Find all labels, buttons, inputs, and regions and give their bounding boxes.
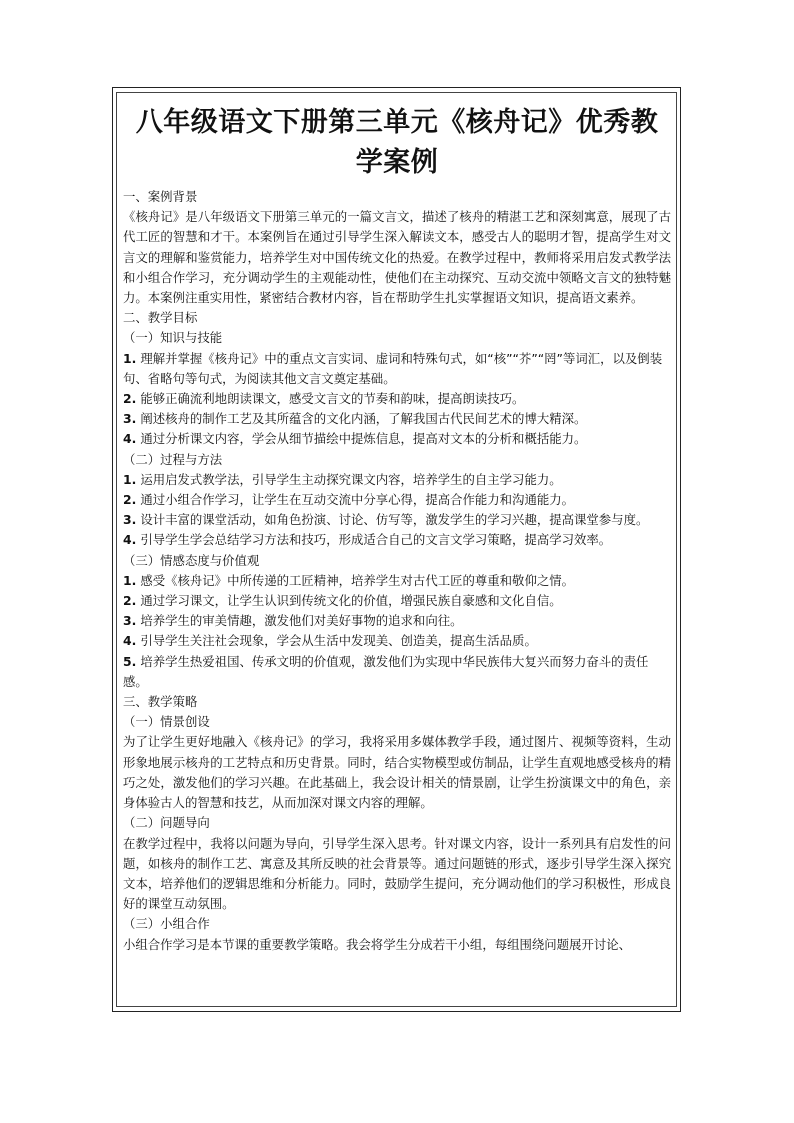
list-item: 4. 通过分析课文内容，学会从细节描绘中提炼信息，提高对文本的分析和概括能力。 (123, 431, 587, 447)
scene-paragraph: 为了让学生更好地融入《核舟记》的学习，我将采用多媒体教学手段，通过图片、视频等资料，生动形象地展示核舟的工艺特点和历史背景。同时，结合实物模型或仿制品，让学生直观地感受核舟的精巧之处，激发他们的学习兴趣。在此基础上，我会设计相关的情景剧，让学生扮演课文中的角色，亲身体验古人的智慧和技艺，从而加深对课文内容的理解。 (123, 734, 671, 811)
list-item: 5. 培养学生热爱祖国、传承文明的价值观，激发他们为实现中华民族伟大复兴而努力奋斗的责任感。 (123, 653, 649, 689)
subheading-group: （三）小组合作 (123, 916, 210, 932)
section-heading-background: 一、案例背景 (123, 189, 198, 204)
subheading-question: （二）问题导向 (123, 815, 210, 831)
group-paragraph: 小组合作学习是本节课的重要教学策略。我会将学生分成若干小组，每组围绕问题展开讨论、 (123, 936, 632, 952)
section-heading-goals: 二、教学目标 (123, 310, 198, 326)
list-item: 1. 感受《核舟记》中所传递的工匠精神，培养学生对古代工匠的尊重和敬仰之情。 (123, 572, 575, 588)
list-item: 1. 运用启发式教学法，引导学生主动探究课文内容，培养学生的自主学习能力。 (123, 471, 562, 487)
subheading-knowledge: （一）知识与技能 (123, 330, 223, 346)
list-item: 3. 培养学生的审美情趣，激发他们对美好事物的追求和向往。 (123, 613, 463, 629)
list-item: 2. 通过学习课文，让学生认识到传统文化的价值，增强民族自豪感和文化自信。 (123, 593, 562, 609)
list-item: 2. 能够正确流利地朗读课文，感受文言文的节奏和韵味，提高朗读技巧。 (123, 391, 525, 407)
list-item: 4. 引导学生学会总结学习方法和技巧，形成适合自己的文言文学习策略，提高学习效率。 (123, 532, 612, 548)
list-item: 2. 通过小组合作学习，让学生在互动交流中分享心得，提高合作能力和沟通能力。 (123, 492, 575, 508)
list-item: 4. 引导学生关注社会现象，学会从生活中发现美、创造美，提高生活品质。 (123, 633, 537, 649)
list-item: 3. 阐述核舟的制作工艺及其所蕴含的文化内涵，了解我国古代民间艺术的博大精深。 (123, 411, 587, 427)
section-heading-strategy: 三、教学策略 (123, 694, 198, 710)
subheading-scene: （一）情景创设 (123, 714, 210, 730)
list-item: 1. 理解并掌握《核舟记》中的重点文言实词、虚词和特殊句式，如“核”“芥”“罔”等词汇，以及倒装句、省略句等句式，为阅读其他文言文奠定基础。 (123, 350, 663, 386)
subheading-emotion: （三）情感态度与价值观 (123, 552, 260, 568)
document-frame (112, 87, 681, 1012)
question-paragraph: 在教学过程中，我将以问题为导向，引导学生深入思考。针对课文内容，设计一系列具有启发性的问题，如核舟的制作工艺、寓意及其所反映的社会背景等。通过问题链的形式，逐步引导学生深入探究文本，培养他们的逻辑思维和分析能力。同时，鼓励学生提问，充分调动他们的学习积极性，形成良好的课堂互动氛围。 (123, 835, 671, 912)
subheading-process: （二）过程与方法 (123, 451, 223, 467)
page-title: 八年级语文下册第三单元《核舟记》优秀教学案例 (135, 107, 659, 178)
document-inner-border (116, 92, 677, 1007)
background-paragraph: 《核舟记》是八年级语文下册第三单元的一篇文言文，描述了核舟的精湛工艺和深刻寓意，展现了古代工匠的智慧和才干。本案例旨在通过引导学生深入解读文本，感受古人的聪明才智，提高学生对文言文的理解和鉴赏能力，培养学生对中国传统文化的热爱。在教学过程中，教师将采用启发式教学法和小组合作学习，充分调动学生的主观能动性，使他们在主动探究、互动交流中领略文言文的独特魅力。本案例注重实用性，紧密结合教材内容，旨在帮助学生扎实掌握语文知识，提高语文素养。 (123, 209, 671, 306)
list-item: 3. 设计丰富的课堂活动，如角色扮演、讨论、仿写等，激发学生的学习兴趣，提高课堂参与度。 (123, 512, 649, 528)
